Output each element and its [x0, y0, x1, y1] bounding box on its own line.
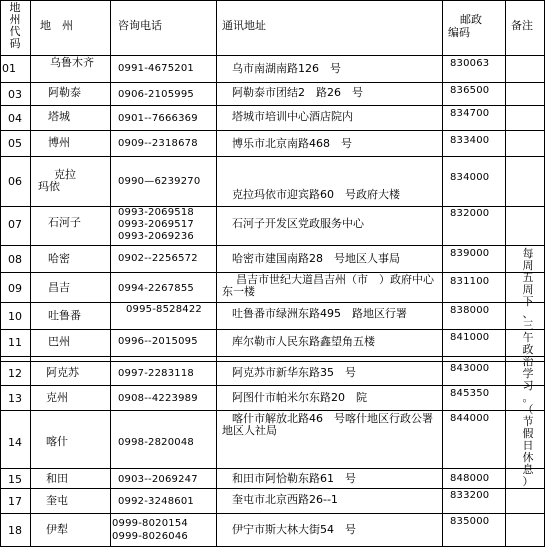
row-postal: 833400 — [450, 135, 490, 146]
rule-row-14 — [0, 468, 544, 469]
row-code: 08 — [8, 253, 22, 266]
row-region: 塔城 — [48, 110, 70, 123]
rule-row-10 — [0, 329, 544, 330]
rule-col-code — [30, 0, 31, 547]
rule-col-address — [442, 0, 443, 547]
row-postal: 841000 — [450, 332, 490, 343]
row-postal: 832000 — [450, 208, 490, 219]
row-phone: 0991-4675201 — [118, 63, 194, 74]
row-region: 和田 — [46, 472, 68, 485]
row-address: 博乐市北京南路468 号 — [232, 137, 352, 150]
rule-row-03 — [0, 105, 544, 106]
row-code: 03 — [8, 88, 22, 101]
row-phone: 0993-2069518 — [118, 207, 194, 218]
rule-col-region — [110, 0, 111, 547]
row-postal: 831100 — [450, 276, 490, 287]
rule-row-17 — [0, 513, 544, 514]
row-phone: 0994-2267855 — [118, 283, 194, 294]
row-code: 10 — [8, 310, 22, 323]
row-address: 喀什市解放北路46 号喀什地区行政公署地区人社局 — [222, 412, 433, 437]
row-phone: 0992-3248601 — [118, 496, 194, 507]
row-postal: 839000 — [450, 248, 490, 259]
rule-row-05 — [0, 156, 544, 157]
header-address: 通讯地址 — [222, 19, 266, 32]
row-postal: 835000 — [450, 516, 490, 527]
row-address: 和田市阿恰勒东路61 号 — [232, 472, 356, 485]
row-region: 阿勒泰 — [48, 86, 81, 99]
row-region: 克州 — [46, 391, 68, 404]
rule-row-09 — [0, 302, 544, 303]
row-phone: 0998-2820048 — [118, 437, 194, 448]
header-code: 地 州 代 码 — [9, 1, 21, 50]
row-address: 阿图什市帕米尔东路20 院 — [232, 391, 367, 404]
row-phone: 0903--2069247 — [118, 474, 198, 485]
row-code: 09 — [8, 282, 22, 295]
row-region: 奎屯 — [46, 494, 68, 507]
row-postal: 848000 — [450, 473, 490, 484]
rule-row-15 — [0, 488, 544, 489]
row-region: 哈密 — [48, 252, 70, 265]
row-address: 石河子开发区党政服务中心 — [232, 217, 364, 230]
row-postal: 845350 — [450, 388, 490, 399]
remark-text: 每 周 五 周 下 、 三 午 政 治 学 习 。 （ 节 假 日 休 息 ） — [522, 247, 534, 488]
row-address: 奎屯市北京西路26--1 — [232, 493, 338, 506]
row-region: 昌吉 — [48, 281, 70, 294]
row-phone: 0993-2069236 — [118, 231, 194, 242]
header-postal-1: 邮政 — [460, 13, 482, 26]
row-address: 伊宁市斯大林大街54 号 — [232, 523, 356, 536]
row-code: 11 — [8, 336, 22, 349]
row-address: 吐鲁番市绿洲东路495 路地区行署 — [232, 307, 407, 320]
row-code: 17 — [8, 495, 22, 508]
row-postal: 844000 — [450, 413, 490, 424]
row-phone: 0902--2256572 — [118, 253, 198, 264]
row-phone: 0997-2283118 — [118, 368, 194, 379]
row-code: 01 — [2, 62, 16, 75]
row-phone: 0995-8528422 — [126, 304, 202, 315]
row-code: 04 — [8, 112, 22, 125]
row-address: 哈密市建国南路28 号地区人事局 — [232, 252, 400, 265]
row-code: 07 — [8, 218, 22, 231]
rule-col-phone — [216, 0, 217, 547]
row-code: 12 — [8, 367, 22, 380]
rule-row-12b — [0, 385, 544, 386]
row-address: 克拉玛依市迎宾路60 号政府大楼 — [232, 188, 400, 201]
row-region: 乌鲁木齐 — [50, 56, 94, 69]
row-address: 阿勒泰市团结2 路26 号 — [232, 86, 363, 99]
row-code: 05 — [8, 137, 22, 150]
row-postal: 833200 — [450, 490, 490, 501]
row-phone: 0990—6239270 — [118, 176, 201, 187]
header-region: 地 州 — [40, 19, 73, 32]
rule-row-12 — [0, 361, 544, 362]
row-code: 13 — [8, 392, 22, 405]
rule-row-13 — [0, 410, 544, 411]
row-phone: 0908--4223989 — [118, 393, 198, 404]
row-phone: 0996--2015095 — [118, 336, 198, 347]
header-phone: 咨询电话 — [118, 19, 162, 32]
row-region: 巴州 — [48, 335, 70, 348]
row-postal: 838000 — [450, 305, 490, 316]
row-address: 乌市南湖南路126 号 — [232, 62, 341, 75]
rule-row-07 — [0, 245, 544, 246]
row-phone: 0909--2318678 — [118, 138, 198, 149]
row-region: 喀什 — [46, 435, 68, 448]
row-region: 吐鲁番 — [48, 309, 81, 322]
row-postal: 834700 — [450, 108, 490, 119]
row-region: 伊犁 — [46, 523, 68, 536]
rule-row-11 — [0, 356, 544, 357]
rule-left — [0, 0, 1, 547]
row-address: 塔城市培训中心酒店院内 — [232, 110, 353, 123]
row-region: 阿克苏 — [46, 366, 79, 379]
row-code: 18 — [8, 524, 22, 537]
row-phone: 0999-8020154 — [112, 518, 188, 529]
row-postal: 830063 — [450, 58, 490, 69]
row-region: 石河子 — [48, 216, 81, 229]
rule-row-04 — [0, 130, 544, 131]
rule-col-postal — [505, 0, 506, 547]
row-region: 克拉玛依 — [38, 168, 76, 193]
row-region: 博州 — [48, 136, 70, 149]
rule-row-01 — [0, 82, 544, 83]
row-postal: 836500 — [450, 85, 490, 96]
row-code: 06 — [8, 175, 22, 188]
row-code: 14 — [8, 436, 22, 449]
row-phone: 0999-8026046 — [112, 531, 188, 542]
row-address: 库尔勒市人民东路鑫望角五楼 — [232, 335, 375, 348]
row-code: 15 — [8, 473, 22, 486]
header-remark: 备注 — [511, 19, 533, 32]
header-postal-2: 编码 — [448, 26, 470, 39]
rule-top — [0, 0, 544, 1]
row-address: 阿克苏市新华东路35 号 — [232, 366, 356, 379]
row-postal: 834000 — [450, 172, 490, 183]
row-address: 昌吉市世纪大道昌吉州（市 ）政府中心东一楼 — [222, 273, 434, 298]
row-phone: 0993-2069517 — [118, 219, 194, 230]
row-postal: 843000 — [450, 363, 490, 374]
rule-row-06 — [0, 206, 544, 207]
row-phone: 0901--7666369 — [118, 113, 198, 124]
row-phone: 0906-2105995 — [118, 89, 194, 100]
